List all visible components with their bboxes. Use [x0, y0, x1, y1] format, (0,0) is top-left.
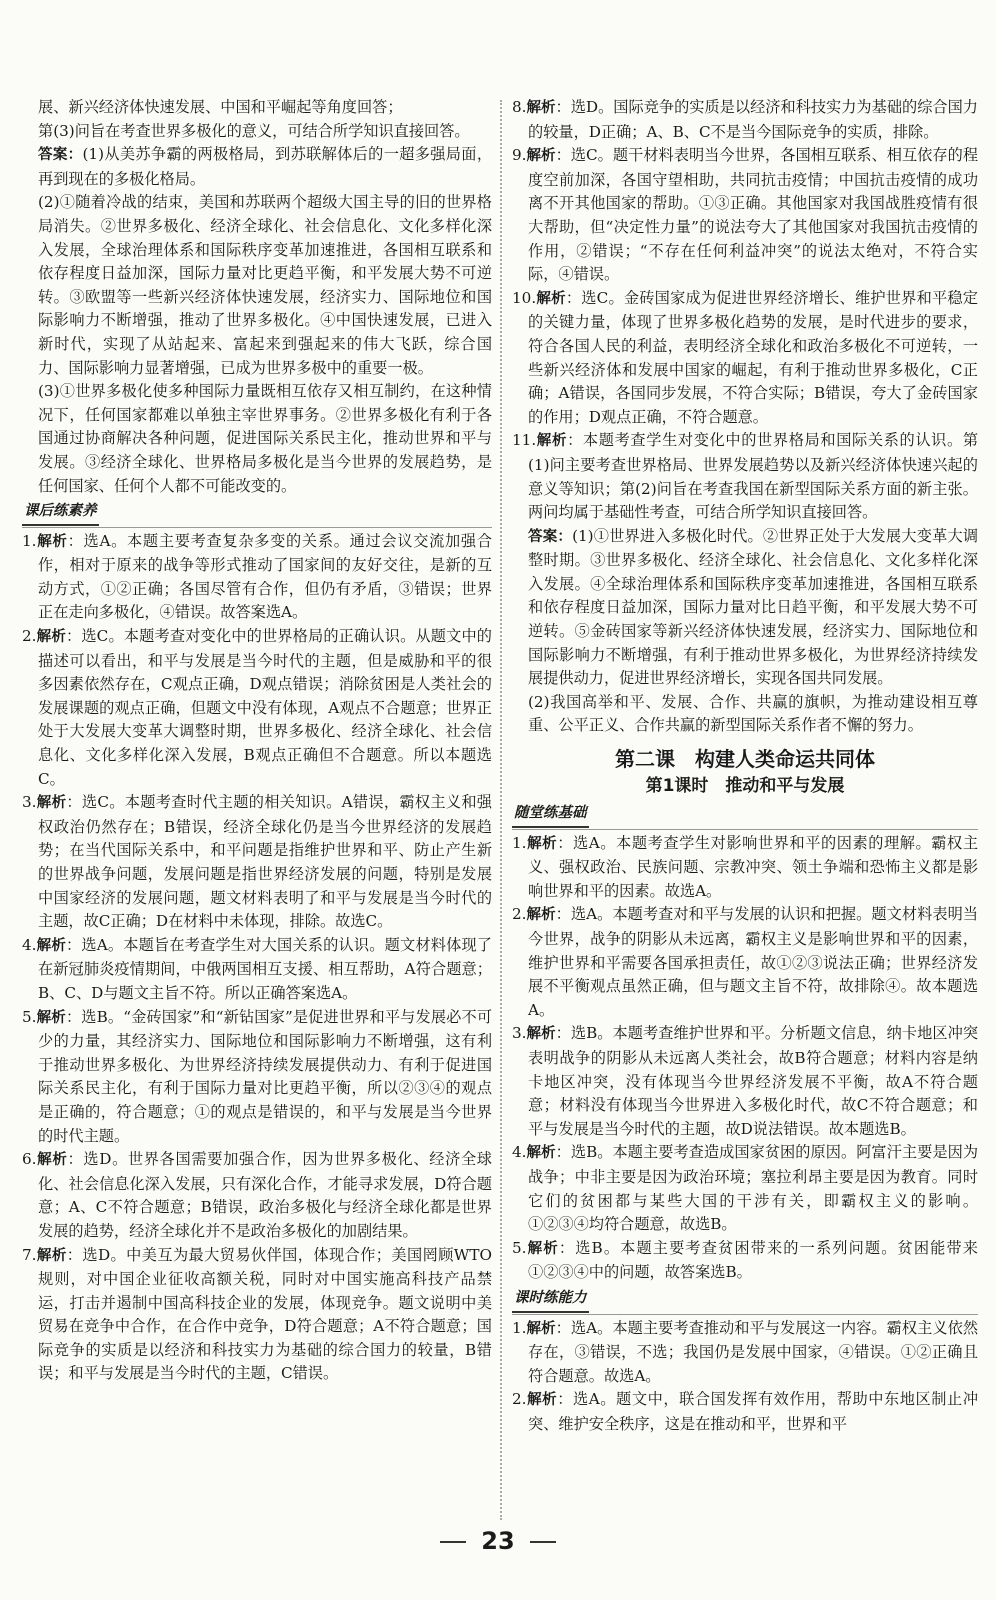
answer-paragraph: 答案：(1)从美苏争霸的两极格局，到苏联解体后的一超多强局面，再到现在的多极化格局。	[38, 145, 493, 188]
intro-block	[22, 96, 492, 143]
list-item: 3.解析：选B。本题考查维护世界和平。分析题文信息，纳卡地区冲突表明战争的阴影从未远离人类社会，故B符合题意；材料内容是纳卡地区冲突，没有体现当今世界经济发展不平衡，故A不符合题意；材料没有体现当今世界进入多极化时代，故C不符合题意；和平与发展是当今时代的主题，故D说法错误。故本题选B。	[512, 1024, 979, 1138]
list-item: 2.解析：选C。本题考查对变化中的世界格局的正确认识。从题文中的描述可以看出，和平与发展是当今时代的主题，但是威胁和平的很多因素依然存在，C观点正确，D观点错误；消除贫困是人类社会的发展课题的观点正确，但题文中没有体现，A观点不合题意；世界正处于大发展大变革大调整时期，世界多极化、经济全球化、社会信息化、文化多样化深入发展，B观点正确但不合题意。所以本题选C。	[22, 627, 492, 788]
question-list	[22, 530, 492, 1386]
footer-rule-left	[440, 1541, 466, 1543]
list-item: 5.解析：选B。本题主要考查贫困带来的一系列问题。贫困能带来①②③④中的问题，故答案选B。	[512, 1238, 978, 1282]
list-item: 5.解析：选B。“金砖国家”和“新钻国家”是促进世界和平与发展必不可少的力量，其经济实力、国际地位和国际影响力不断增强，这有利于推动世界多极化、为世界经济持续发展提供动力、有利于促进国际关系民主化，有利于国际力量对比更趋平衡，所以②③④的观点是正确的，符合题意；①的观点是错误的，和平与发展是当今世界的时代主题。	[22, 1007, 493, 1145]
question-list	[512, 832, 978, 1285]
page-footer	[0, 1527, 996, 1555]
answer-paragraph: 答案：(1)①世界进入多极化时代。②世界正处于大发展大变革大调整时期。③世界多极化、经济全球化、社会信息化、文化多样化深入发展。④全球治理体系和国际秩序变革加速推进，各国相互联系和依存程度日益加深，国际力量对比日趋平衡，和平发展大势不可逆转。⑤金砖国家等新兴经济体快速发展，经济实力、国际地位和国际影响力不断增强，有利于推动世界多极化，为世界经济持续发展提供动力，促进世界经济增长，实现各国共同发展。	[528, 526, 979, 688]
answer-paragraph: (2)①随着冷战的结束，美国和苏联两个超级大国主导的旧的世界格局消失。②世界多极化、经济全球化、社会信息化、文化多样化深入发展，全球治理体系和国际秩序变革加速推进，各国相互联系和依存程度日益加深，国际力量对比更趋平衡，和平发展大势不可逆转。③欧盟等一些新兴经济体快速发展，经济实力、国际地位和国际影响力不断增强，推动了世界多极化。④中国快速发展，已进入新时代，实现了从站起来、富起来到强起来的伟大飞跃，综合国力、国际影响力显著增强，已成为世界多极中的重要一极。	[38, 193, 492, 377]
intro-line: 第(3)问旨在考查世界多极化的意义，可结合所学知识直接回答。	[38, 121, 470, 140]
list-item: 4.解析：选A。本题旨在考查学生对大国关系的认识。题文材料体现了在新冠肺炎疫情期间，中俄两国相互支援、相互帮助，A符合题意；B、C、D与题文主旨不符。所以正确答案选A。	[22, 935, 492, 1002]
question-list	[512, 96, 978, 525]
answer-block	[22, 143, 492, 498]
answer-paragraph: (3)①世界多极化使多种国际力量既相互依存又相互制约，在这种情况下，任何国家都难以单独主宰世界事务。②世界多极化有利于各国通过协商解决各种问题，促进国际关系民主化，推动世界和平与发展。③经济全球化、世界格局多极化是当今世界的发展趋势，是任何国家、任何个人都不可能改变的。	[38, 382, 492, 495]
section-title: 课时练能力	[512, 1287, 589, 1313]
answer-block	[512, 525, 978, 738]
list-item: 7.解析：选D。中美互为最大贸易伙伴国，体现合作；美国罔顾WTO规则，对中国企业征收高额关税，同时对中国实施高科技产品禁运，打击并遏制中国高科技企业的发展，体现竞争。题文说明中美贸易在竞争中合作，在合作中竞争，D符合题意；A不符合题意；国际竞争的实质是以经济和科技实力为基础的综合国力的较量，B错误；和平与发展是当今时代的主题，C错误。	[22, 1245, 492, 1383]
section-header-row	[512, 1285, 978, 1315]
page-number: 23	[481, 1527, 515, 1555]
intro-line: 展、新兴经济体快速发展、中国和平崛起等角度回答；	[38, 98, 403, 116]
list-item: 6.解析：选D。世界各国需要加强合作，因为世界多极化、经济全球化、社会信息化深入发展，只有深化合作，才能寻求发展，D符合题意；A、C不符合题意；B错误，政治多极化与经济全球化都是世界发展的趋势，经济全球化并不是政治多极化的加剧结果。	[22, 1150, 492, 1240]
list-item: 2.解析：选A。题文中，联合国发挥有效作用，帮助中东地区制止冲突、维护安全秩序，这是在推动和平，世界和平	[512, 1390, 979, 1433]
list-item: 1.解析：选A。本题主要考查复杂多变的关系。通过会议交流加强合作，相对于原来的战争等形式推动了国家间的友好交往，是新的互动方式，①②正确；各国尽管有合作，但仍有矛盾，③错误；世界正在走向多极化，④错误。故答案选A。	[22, 531, 493, 622]
section-header-row	[512, 800, 978, 830]
list-item: 1.解析：选A。本题主要考查推动和平与发展这一内容。霸权主义依然存在，③错误，不选；我国仍是发展中国家，④错误。①②正确且符合题意。故选A。	[512, 1318, 979, 1385]
section-header-row	[22, 498, 492, 528]
list-item: 10.解析：选C。金砖国家成为促进世界经济增长、维护世界和平稳定的关键力量，体现了世界多极化趋势的发展，是时代进步的要求，符合各国人民的利益，表明经济全球化和政治多极化不可逆转，一些新兴经济体和发展中国家的崛起，有利于推动世界多极化，C正确；A错误，各国同步发展，不符合实际；B错误，夸大了金砖国家的作用；D观点正确，不符合题意。	[512, 288, 978, 426]
left-column	[22, 96, 492, 1386]
answer-paragraph: (2)我国高举和平、发展、合作、共赢的旗帜，为推动建设相互尊重、公平正义、合作共赢的新型国际关系作者不懈的努力。	[528, 692, 978, 735]
right-column	[512, 96, 978, 1436]
answer-label: 答案：	[38, 147, 83, 164]
list-item: 11.解析：本题考查学生对变化中的世界格局和国际关系的认识。第(1)问主要考查世界格局、世界发展趋势以及新兴经济体快速兴起的意义等知识；第(2)问旨在考查我国在新型国际关系方面的新主张。两问均属于基础性考查，可结合所学知识直接回答。	[512, 431, 979, 522]
list-item: 4.解析：选B。本题主要考查造成国家贫困的原因。阿富汗主要是因为战争；中非主要是因为政治环境；塞拉利昂主要是因为教育。同时它们的贫困都与某些大国的干涉有关，即霸权主义的影响。①②③④均符合题意，故选B。	[512, 1143, 979, 1234]
list-item: 2.解析：选A。本题考查对和平与发展的认识和把握。题文材料表明当今世界，战争的阴影从未远离，霸权主义是影响世界和平的因素，维护世界和平需要各国承担责任，故①②③说法正确；世界经济发展不平衡观点虽然正确，但与题文主旨不符，故排除④。故本题选A。	[512, 905, 979, 1019]
question-list	[512, 1317, 978, 1437]
section-title: 随堂练基础	[512, 802, 589, 828]
list-item: 3.解析：选C。本题考查时代主题的相关知识。A错误，霸权主义和强权政治仍然存在；B错误，经济全球化仍是当今世界经济的发展趋势；在当代国际关系中，和平问题是指维护世界和平、防止产生新的世界战争问题，发展问题是指世界经济发展的问题，特别是发展中国家经济的发展问题，题文材料表明了和平与发展是当今时代的主题，故C正确；D在材料中未体现，排除。故选C。	[22, 793, 492, 931]
period-title: 第1课时 推动和平与发展	[645, 776, 845, 797]
list-item: 1.解析：选A。本题考查学生对影响世界和平的因素的理解。霸权主义、强权政治、民族问题、宗教冲突、领土争端和恐怖主义都是影响世界和平的因素。故选A。	[512, 833, 979, 900]
list-item: 8.解析：选D。国际竞争的实质是以经济和科技实力为基础的综合国力的较量，D正确；A、B、C不是当今国际竞争的实质，排除。	[512, 98, 978, 141]
lesson-title: 第二课 构建人类命运共同体	[615, 747, 875, 772]
column-divider	[500, 100, 502, 1520]
answer-label: 答案：	[528, 528, 573, 545]
section-title: 课后练素养	[22, 500, 99, 526]
list-item: 9.解析：选C。题干材料表明当今世界，各国相互联系、相互依存的程度空前加深，各国守望相助，共同抗击疫情；中国抗击疫情的成功离不开其他国家的帮助。①③正确。其他国家对我国战胜疫情有很大帮助，但“决定性力量”的说法夸大了其他国家对我国抗击疫情的作用，②错误；“不存在任何利益冲突”的说法太绝对，不符合实际，④错误。	[512, 146, 979, 284]
footer-rule-right	[530, 1541, 556, 1543]
